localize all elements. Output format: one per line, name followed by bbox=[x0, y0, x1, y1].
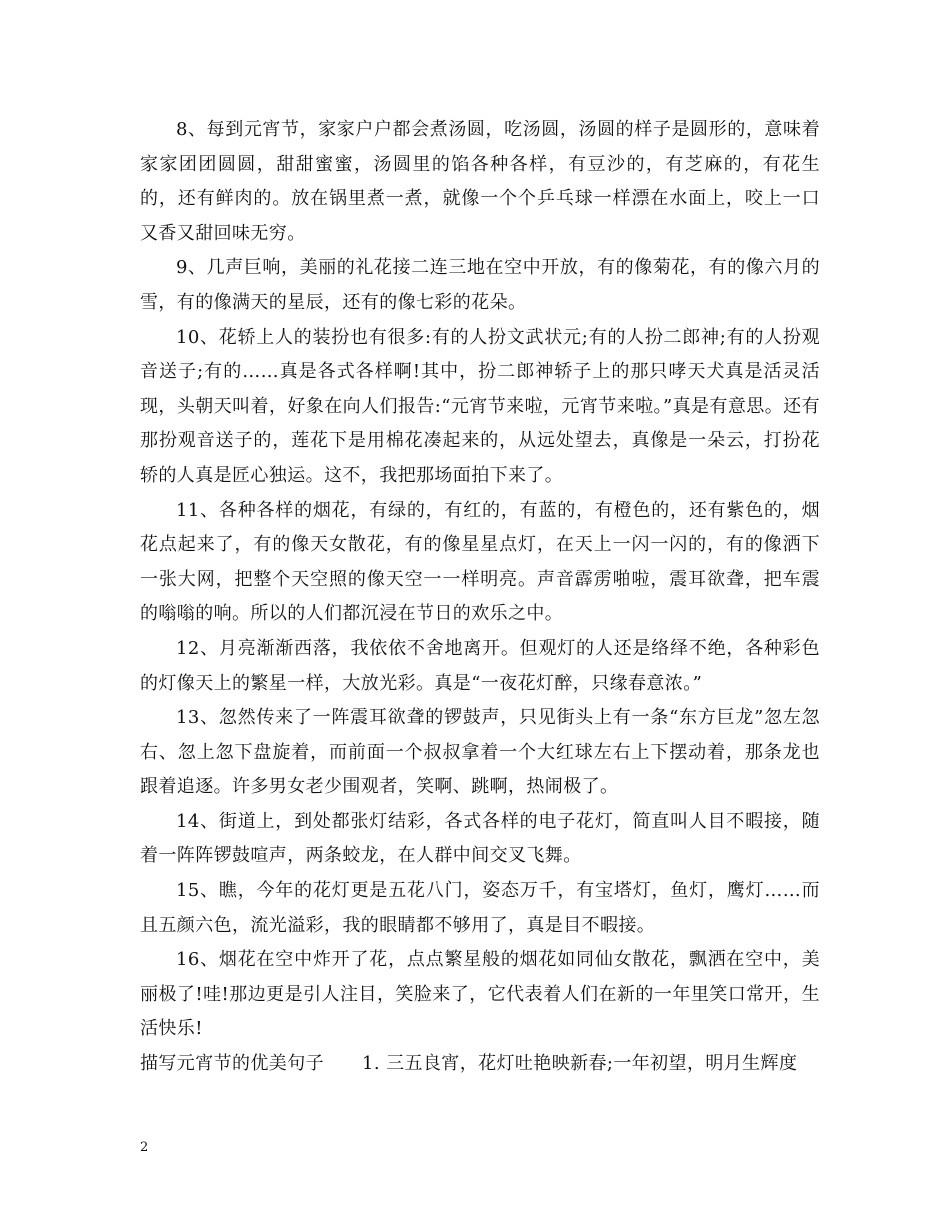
paragraph-13: 13、忽然传来了一阵震耳欲聋的锣鼓声，只见街头上有一条“东方巨龙”忽左忽右、忽上忽下盘旋着，而前面一个叔叔拿着一个大红球左右上下摆动着，那条龙也跟着追逐。许多男女老少围观者，笑啊、跳啊，热闹极了。 bbox=[140, 707, 820, 798]
page-content bbox=[140, 113, 820, 1082]
paragraph-16: 16、烟花在空中炸开了花，点点繁星般的烟花如同仙女散花，飘洒在空中，美丽极了!哇!那边更是引人注目，笑脸来了，它代表着人们在新的一年里笑口常开，生活快乐! bbox=[140, 949, 820, 1040]
section-first-item: 1. 三五良宵，花灯吐艳映新春;一年初望，明月生辉度 bbox=[362, 1053, 798, 1075]
paragraph-10: 10、花轿上人的装扮也有很多:有的人扮文武状元;有的人扮二郎神;有的人扮观音送子;有的……真是各式各样啊!其中，扮二郎神轿子上的那只哮天犬真是活灵活现，头朝天叫着，好象在向人们报告:“元宵节来啦，元宵节来啦。”真是有意思。还有那扮观音送子的，莲花下是用棉花凑起来的，从远处望去，真像是一朵云，打扮花轿的人真是匠心独运。这不，我把那场面拍下来了。 bbox=[140, 326, 820, 486]
paragraph-9: 9、几声巨响，美丽的礼花接二连三地在空中开放，有的像菊花，有的像六月的雪，有的像满天的星辰，还有的像七彩的花朵。 bbox=[140, 257, 820, 313]
paragraph-8: 8、每到元宵节，家家户户都会煮汤圆，吃汤圆，汤圆的样子是圆形的，意味着家家团团圆圆，甜甜蜜蜜，汤圆里的馅各种各样，有豆沙的，有芝麻的，有花生的，还有鲜肉的。放在锅里煮一煮，就像一个个乒乓球一样漂在水面上，咬上一口又香又甜回味无穷。 bbox=[140, 119, 820, 244]
paragraph-12: 12、月亮渐渐西落，我依依不舍地离开。但观灯的人还是络绎不绝，各种彩色的灯像天上的繁星一样，大放光彩。真是“一夜花灯醉，只缘春意浓。” bbox=[140, 637, 820, 694]
paragraph-11: 11、各种各样的烟花，有绿的，有红的，有蓝的，有橙色的，还有紫色的，烟花点起来了，有的像天女散花，有的像星星点灯，在天上一闪一闪的，有的像洒下一张大网，把整个天空照的像天空一一样明亮。声音霹雳啪啦，震耳欲聋，把车震的嗡嗡的响。所以的人们都沉浸在节日的欢乐之中。 bbox=[140, 499, 820, 625]
page-number: 2 bbox=[140, 1140, 149, 1155]
section-heading: 描写元宵节的优美句子 bbox=[140, 1053, 324, 1075]
paragraph-14: 14、街道上，到处都张灯结彩，各式各样的电子花灯，简直叫人目不暇接，随着一阵阵锣鼓喧声，两条蛟龙，在人群中间交叉飞舞。 bbox=[140, 810, 820, 867]
paragraph-15: 15、瞧，今年的花灯更是五花八门，姿态万千，有宝塔灯，鱼灯，鹰灯……而且五颜六色，流光溢彩，我的眼睛都不够用了，真是目不暇接。 bbox=[140, 880, 820, 936]
section-line bbox=[140, 1047, 820, 1082]
